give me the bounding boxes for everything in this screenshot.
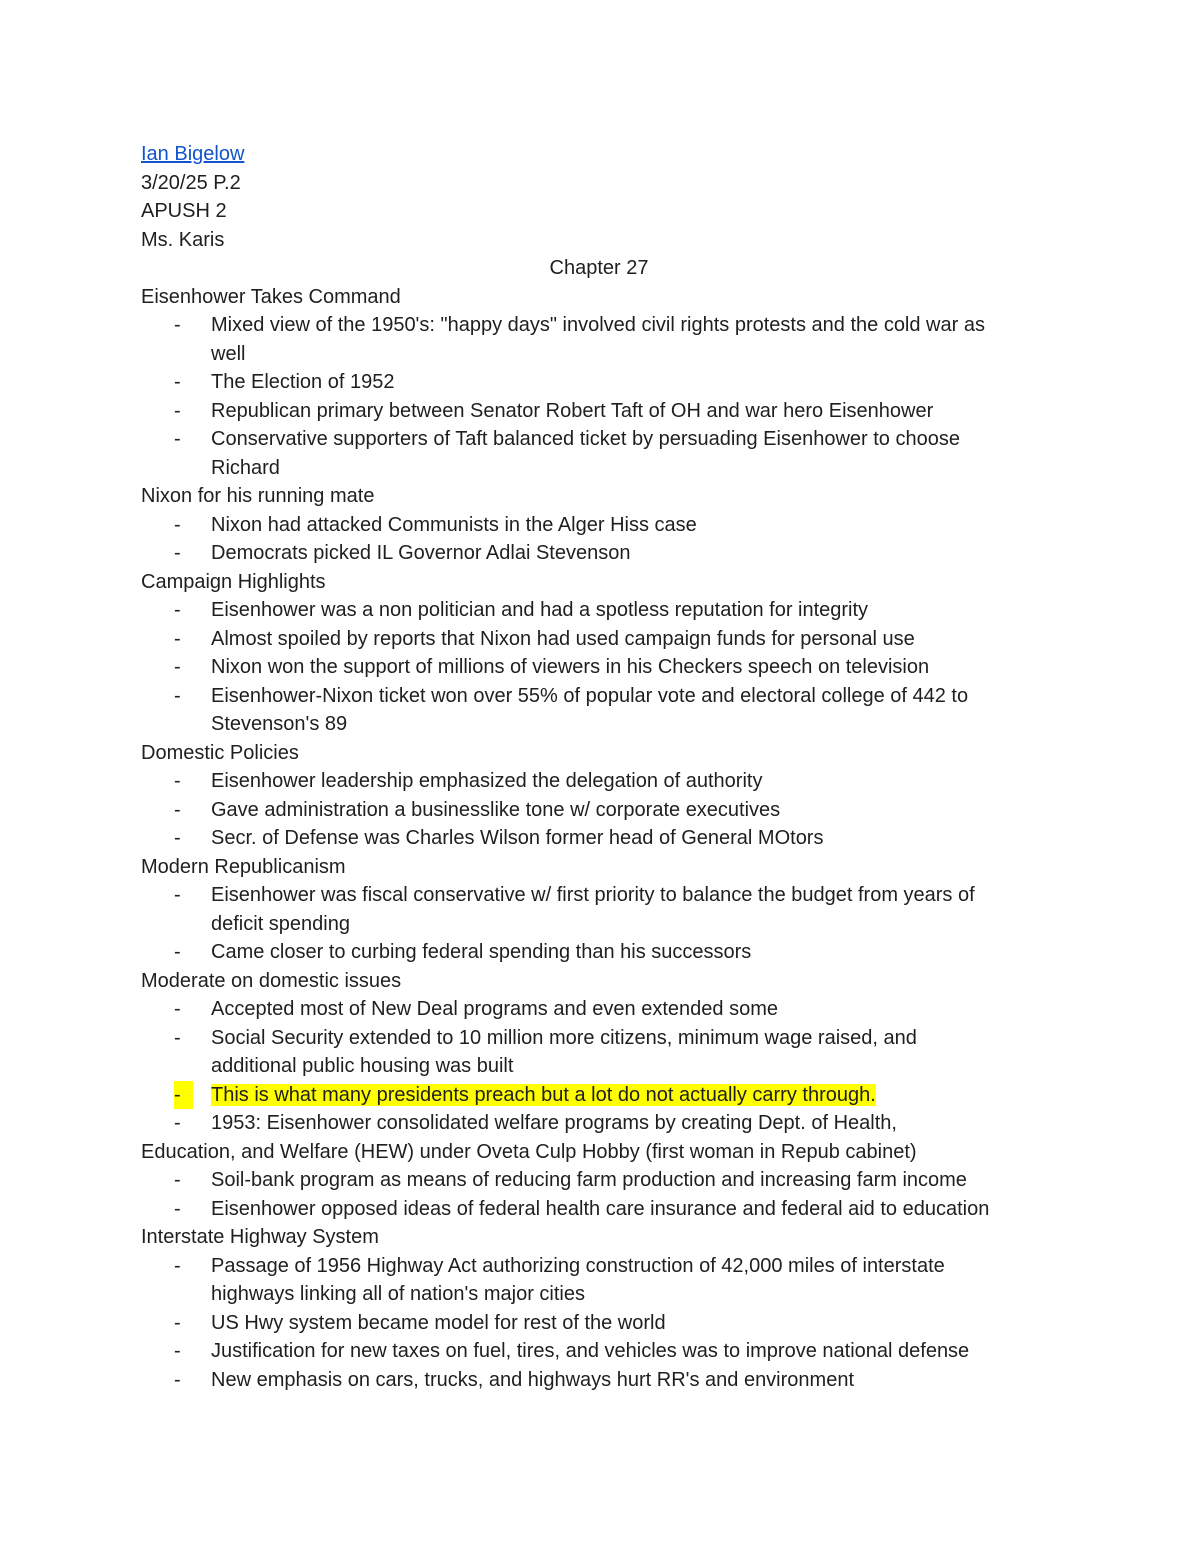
bullet-dash-icon: - [174, 1368, 181, 1391]
bullet-dash-icon: - [174, 684, 181, 707]
bullet-item [141, 824, 1061, 853]
bullet-dash-icon: - [174, 599, 181, 621]
bullet-item [141, 397, 1061, 426]
bullet-dash-icon: - [174, 998, 181, 1020]
bullet-text: 1953: Eisenhower consolidated welfare programs by creating Dept. of Health, [211, 1112, 897, 1134]
bullet-item [141, 682, 1061, 711]
bullet-dash-icon: - [174, 798, 181, 821]
teacher-name: Ms. Karis [141, 228, 225, 251]
bullet-dash-icon: - [174, 399, 181, 422]
bullet-text: Nixon had attacked Communists in the Alger Hiss case [211, 513, 697, 536]
bullet-item [141, 995, 1061, 1024]
bullet-item [141, 796, 1061, 825]
bullet-text: The Election of 1952 [211, 371, 395, 393]
bullet-continuation: additional public housing was built [211, 1055, 514, 1077]
bullet-dash-icon: - [174, 627, 181, 650]
bullet-continuation: highways linking all of nation's major cities [211, 1283, 585, 1305]
bullet-dash-icon: - [174, 371, 181, 393]
bullet-item [141, 1024, 1061, 1053]
bullet-continuation: Richard [211, 456, 280, 479]
bullet-dash-icon: - [174, 1169, 181, 1191]
bullet-item [141, 539, 1061, 568]
section-heading: Education, and Welfare (HEW) under Oveta Culp Hobby (first woman in Repub cabinet) [141, 1140, 917, 1163]
bullet-item [141, 368, 1061, 397]
bullet-item [141, 1166, 1061, 1195]
bullet-text: Conservative supporters of Taft balanced ticket by persuading Eisenhower to choose [211, 428, 960, 450]
bullet-text: This is what many presidents preach but a lot do not actually carry through. [211, 1083, 876, 1106]
bullet-dash-icon: - [174, 1081, 193, 1110]
bullet-item [141, 511, 1061, 540]
bullet-dash-icon: - [174, 1254, 181, 1277]
course-name: APUSH 2 [141, 200, 227, 222]
bullet-text: Almost spoiled by reports that Nixon had used campaign funds for personal use [211, 627, 915, 650]
bullet-text: Justification for new taxes on fuel, tires, and vehicles was to improve national defense [211, 1340, 970, 1362]
bullet-dash-icon: - [174, 770, 181, 792]
bullet-item [141, 1309, 1061, 1338]
bullet-text: Eisenhower leadership emphasized the delegation of authority [211, 770, 763, 792]
bullet-item [141, 653, 1061, 682]
document-body [141, 140, 1061, 1394]
bullet-text: Nixon won the support of millions of viewers in his Checkers speech on television [211, 656, 930, 678]
bullet-dash-icon: - [174, 1112, 181, 1134]
bullet-text: Gave administration a businesslike tone w/ corporate executives [211, 798, 781, 821]
bullet-dash-icon: - [174, 314, 181, 336]
bullet-dash-icon: - [174, 1026, 181, 1049]
bullet-item [141, 1195, 1061, 1224]
notes-body [141, 283, 1061, 1395]
bullet-text: Eisenhower-Nixon ticket won over 55% of popular vote and electoral college of 442 to [211, 684, 969, 707]
bullet-text: Accepted most of New Deal programs and even extended some [211, 998, 778, 1020]
bullet-text: Mixed view of the 1950's: "happy days" involved civil rights protests and the cold war as [211, 314, 985, 336]
bullet-text: Eisenhower opposed ideas of federal health care insurance and federal aid to education [211, 1197, 990, 1220]
bullet-item [141, 767, 1061, 796]
bullet-text: Eisenhower was fiscal conservative w/ first priority to balance the budget from years of [211, 884, 975, 906]
bullet-continuation: deficit spending [211, 912, 350, 935]
bullet-item [141, 1109, 1061, 1138]
bullet-item [141, 1337, 1061, 1366]
bullet-text: Democrats picked IL Governor Adlai Stevenson [211, 542, 631, 564]
section-heading: Eisenhower Takes Command [141, 285, 401, 308]
bullet-dash-icon: - [174, 428, 181, 450]
bullet-text: Passage of 1956 Highway Act authorizing construction of 42,000 miles of interstate [211, 1254, 945, 1277]
bullet-text: New emphasis on cars, trucks, and highways hurt RR's and environment [211, 1368, 854, 1391]
bullet-continuation: Stevenson's 89 [211, 713, 348, 735]
bullet-dash-icon: - [174, 1197, 181, 1220]
bullet-dash-icon: - [174, 656, 181, 678]
bullet-item [141, 881, 1061, 910]
bullet-text: Eisenhower was a non politician and had a spotless reputation for integrity [211, 599, 869, 621]
section-heading: Domestic Policies [141, 741, 299, 764]
bullet-item [141, 425, 1061, 454]
bullet-item [141, 596, 1061, 625]
date-period: 3/20/25 P.2 [141, 171, 241, 194]
bullet-dash-icon: - [174, 513, 181, 536]
bullet-dash-icon: - [174, 941, 181, 963]
document-title: Chapter 27 [549, 257, 649, 279]
author-name-link[interactable]: Ian Bigelow [141, 143, 245, 165]
section-heading: Interstate Highway System [141, 1226, 379, 1248]
author-line [141, 140, 1061, 169]
bullet-text: Soil-bank program as means of reducing farm production and increasing farm income [211, 1169, 967, 1191]
bullet-dash-icon: - [174, 1340, 181, 1362]
bullet-dash-icon: - [174, 827, 181, 849]
bullet-text: Secr. of Defense was Charles Wilson former head of General MOtors [211, 827, 824, 849]
section-heading: Modern Republicanism [141, 855, 346, 878]
highlighted-bullet-item [141, 1081, 1061, 1110]
bullet-text: Social Security extended to 10 million more citizens, minimum wage raised, and [211, 1026, 917, 1049]
section-heading: Moderate on domestic issues [141, 969, 402, 992]
bullet-item [141, 311, 1061, 340]
bullet-dash-icon: - [174, 542, 181, 564]
bullet-text: US Hwy system became model for rest of the world [211, 1311, 666, 1334]
bullet-item [141, 938, 1061, 967]
bullet-dash-icon: - [174, 1311, 181, 1334]
section-heading: Nixon for his running mate [141, 485, 375, 507]
bullet-continuation: well [211, 342, 246, 365]
bullet-text: Republican primary between Senator Robert Taft of OH and war hero Eisenhower [211, 399, 934, 422]
bullet-item [141, 1252, 1061, 1281]
bullet-item [141, 1366, 1061, 1395]
bullet-text: Came closer to curbing federal spending than his successors [211, 941, 752, 963]
bullet-item [141, 625, 1061, 654]
section-heading: Campaign Highlights [141, 570, 326, 593]
bullet-dash-icon: - [174, 884, 181, 906]
